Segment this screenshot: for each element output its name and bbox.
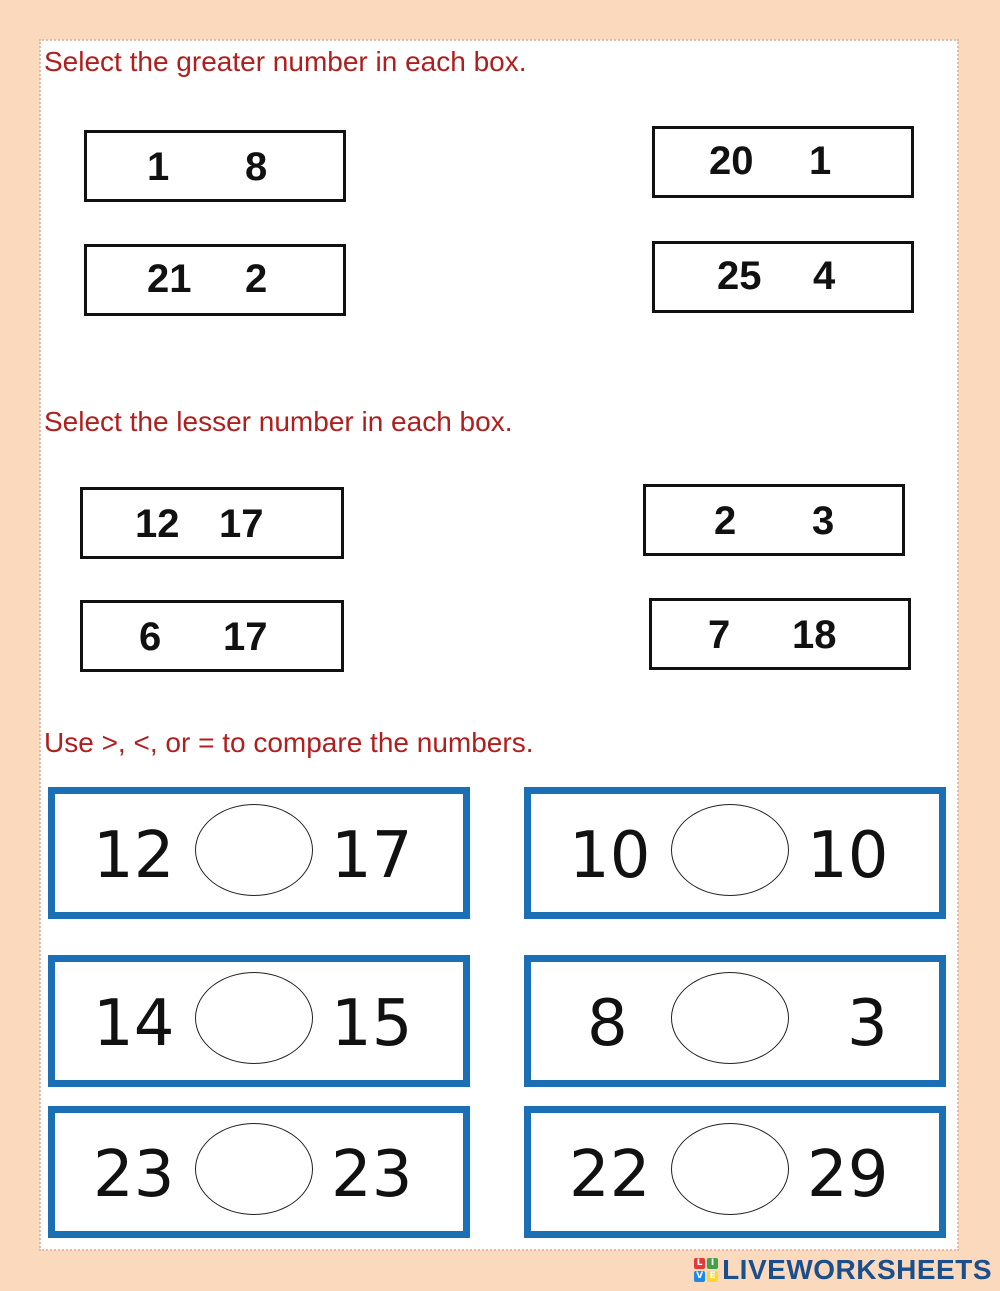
lesser-box-2-number-b[interactable]: 3 <box>812 499 835 543</box>
compare-box-4-left-number: 8 <box>587 987 628 1061</box>
compare-box-2-answer-oval[interactable] <box>671 804 789 896</box>
greater-box-4-number-a[interactable]: 25 <box>717 254 762 298</box>
compare-box-3-answer-oval[interactable] <box>195 972 313 1064</box>
liveworksheets-logo-icon <box>694 1258 718 1282</box>
compare-box-2 <box>524 787 946 919</box>
greater-box-1[interactable] <box>84 130 346 202</box>
compare-box-6-answer-oval[interactable] <box>671 1123 789 1215</box>
compare-box-1-answer-oval[interactable] <box>195 804 313 896</box>
greater-box-3[interactable] <box>84 244 346 316</box>
logo-letter-v: V <box>694 1271 705 1282</box>
compare-box-6 <box>524 1106 946 1238</box>
compare-box-5-right-number: 23 <box>331 1138 413 1212</box>
liveworksheets-brand <box>694 1255 992 1285</box>
greater-box-4-number-b[interactable]: 4 <box>813 254 836 298</box>
compare-box-3 <box>48 955 470 1087</box>
greater-box-2-number-a[interactable]: 20 <box>709 139 754 183</box>
logo-letter-i: I <box>707 1258 718 1269</box>
compare-box-1-left-number: 12 <box>93 819 175 893</box>
lesser-box-1-number-a[interactable]: 12 <box>135 502 180 546</box>
greater-box-1-number-a[interactable]: 1 <box>147 145 170 189</box>
compare-box-3-right-number: 15 <box>331 987 413 1061</box>
lesser-box-1-number-b[interactable]: 17 <box>219 502 264 546</box>
lesser-box-2-number-a[interactable]: 2 <box>714 499 737 543</box>
instruction-greater: Select the greater number in each box. <box>44 46 527 77</box>
compare-box-2-right-number: 10 <box>807 819 889 893</box>
instruction-compare: Use >, <, or = to compare the numbers. <box>44 727 534 758</box>
compare-box-6-left-number: 22 <box>569 1138 651 1212</box>
compare-box-4-answer-oval[interactable] <box>671 972 789 1064</box>
liveworksheets-wordmark: LIVEWORKSHEETS <box>722 1254 992 1285</box>
compare-box-4-right-number: 3 <box>847 987 888 1061</box>
compare-box-6-right-number: 29 <box>807 1138 889 1212</box>
compare-box-1 <box>48 787 470 919</box>
greater-box-2-number-b[interactable]: 1 <box>809 139 832 183</box>
lesser-box-4[interactable] <box>649 598 911 670</box>
compare-box-4 <box>524 955 946 1087</box>
lesser-box-3-number-a[interactable]: 6 <box>139 615 162 659</box>
instruction-lesser: Select the lesser number in each box. <box>44 406 513 437</box>
greater-box-3-number-b[interactable]: 2 <box>245 257 268 301</box>
compare-box-5-answer-oval[interactable] <box>195 1123 313 1215</box>
logo-letter-l: L <box>694 1258 705 1269</box>
greater-box-1-number-b[interactable]: 8 <box>245 145 268 189</box>
greater-box-3-number-a[interactable]: 21 <box>147 257 192 301</box>
lesser-box-4-number-b[interactable]: 18 <box>792 613 837 657</box>
greater-box-4[interactable] <box>652 241 914 313</box>
compare-box-5-left-number: 23 <box>93 1138 175 1212</box>
lesser-box-3-number-b[interactable]: 17 <box>223 615 268 659</box>
compare-box-3-left-number: 14 <box>93 987 175 1061</box>
lesser-box-4-number-a[interactable]: 7 <box>708 613 731 657</box>
compare-box-1-right-number: 17 <box>331 819 413 893</box>
lesser-box-1[interactable] <box>80 487 344 559</box>
logo-letter-e: E <box>707 1271 718 1282</box>
compare-box-2-left-number: 10 <box>569 819 651 893</box>
compare-box-5 <box>48 1106 470 1238</box>
lesser-box-3[interactable] <box>80 600 344 672</box>
greater-box-2[interactable] <box>652 126 914 198</box>
lesser-box-2[interactable] <box>643 484 905 556</box>
